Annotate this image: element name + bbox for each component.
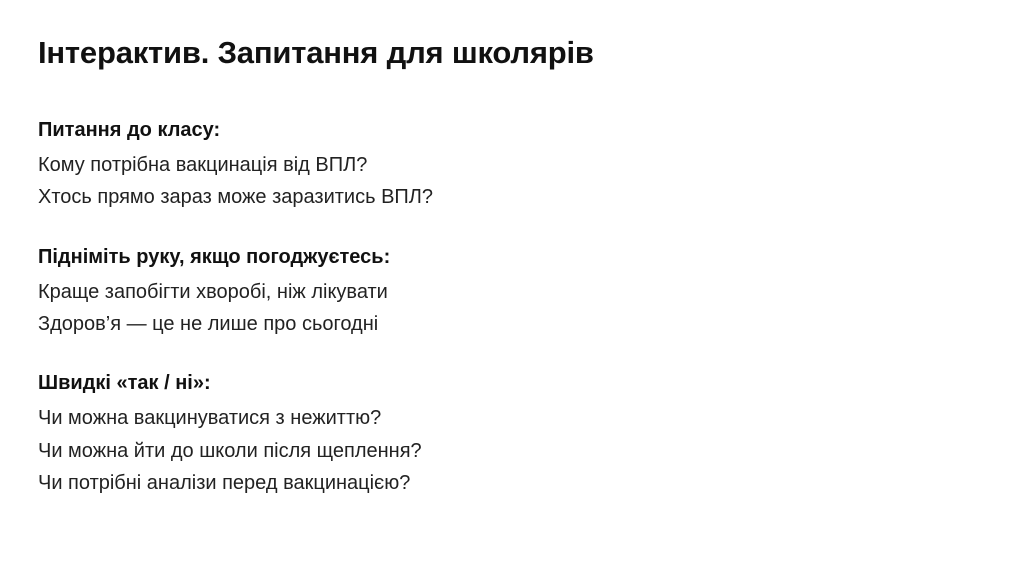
- block-line: Кому потрібна вакцинація від ВПЛ?: [38, 153, 368, 176]
- slide-content: [38, 115, 984, 500]
- block-line: Здоров’я — це не лише про сьогодні: [38, 312, 379, 335]
- block-line: Краще запобігти хворобі, ніж лікувати: [38, 280, 388, 303]
- block-line: Хтось прямо зараз може заразитись ВПЛ?: [38, 186, 434, 209]
- question-block: [38, 115, 984, 214]
- block-heading: Швидкі «так / ні»:: [38, 372, 211, 395]
- block-line: Чи потрібні аналізи перед вакцинацією?: [38, 472, 411, 495]
- block-line: Чи можна вакцинуватися з нежиттю?: [38, 407, 382, 430]
- block-line: Чи можна йти до школи після щеплення?: [38, 439, 422, 462]
- block-heading: Питання до класу:: [38, 118, 221, 141]
- page-title: Інтерактив. Запитання для школярів: [38, 35, 594, 70]
- question-block: [38, 368, 984, 499]
- block-heading: Підніміть руку, якщо погоджуєтесь:: [38, 245, 391, 268]
- question-block: [38, 242, 984, 341]
